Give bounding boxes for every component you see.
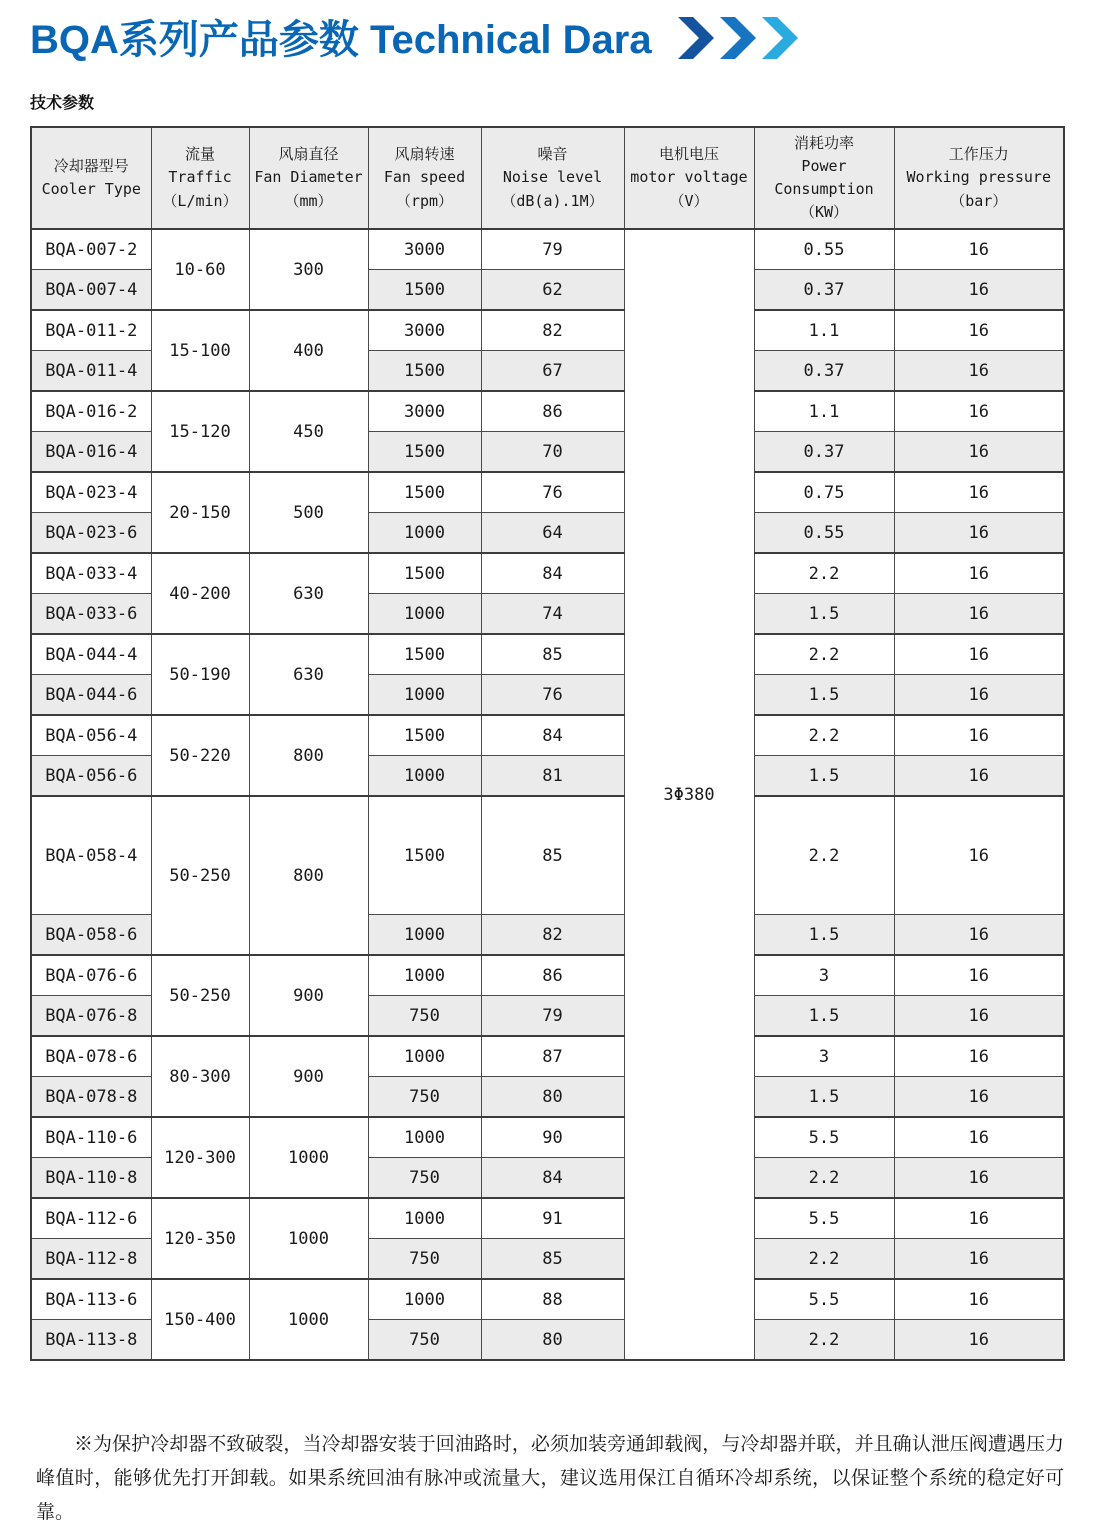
cell-power: 0.37	[754, 432, 894, 473]
header-cooler-type: 冷却器型号 Cooler Type	[31, 127, 151, 229]
cell-model: BQA-113-6	[31, 1279, 151, 1320]
cell-power: 5.5	[754, 1198, 894, 1239]
cell-fan-diameter: 900	[249, 955, 368, 1036]
cell-model: BQA-023-6	[31, 513, 151, 554]
table-row	[31, 310, 1064, 351]
cell-noise: 85	[481, 796, 624, 915]
cell-power: 0.55	[754, 229, 894, 270]
header-noise-level: 噪音 Noise level （dB(a).1M）	[481, 127, 624, 229]
cell-pressure: 16	[894, 1036, 1064, 1077]
cell-noise: 86	[481, 955, 624, 996]
cell-noise: 74	[481, 594, 624, 635]
cell-power: 0.75	[754, 472, 894, 513]
cell-power: 3	[754, 1036, 894, 1077]
table-row	[31, 1198, 1064, 1239]
cell-noise: 79	[481, 996, 624, 1037]
cell-noise: 79	[481, 229, 624, 270]
cell-model: BQA-016-4	[31, 432, 151, 473]
cell-traffic: 15-120	[151, 391, 249, 472]
cell-power: 2.2	[754, 553, 894, 594]
cell-power: 2.2	[754, 1320, 894, 1361]
cell-pressure: 16	[894, 310, 1064, 351]
cell-pressure: 16	[894, 513, 1064, 554]
table-row	[31, 1036, 1064, 1077]
header-motor-voltage: 电机电压 motor voltage （V）	[624, 127, 754, 229]
cell-pressure: 16	[894, 675, 1064, 716]
cell-fan-speed: 1000	[368, 955, 481, 996]
cell-fan-speed: 750	[368, 996, 481, 1037]
cell-model: BQA-110-8	[31, 1158, 151, 1199]
triple-chevron-icon	[678, 17, 806, 59]
cell-fan-speed: 1000	[368, 1036, 481, 1077]
cell-pressure: 16	[894, 1117, 1064, 1158]
cell-fan-speed: 750	[368, 1158, 481, 1199]
cell-power: 5.5	[754, 1279, 894, 1320]
cell-traffic: 40-200	[151, 553, 249, 634]
cell-pressure: 16	[894, 1077, 1064, 1118]
cell-fan-diameter: 400	[249, 310, 368, 391]
cell-traffic: 50-190	[151, 634, 249, 715]
cell-traffic: 10-60	[151, 229, 249, 310]
table-row	[31, 472, 1064, 513]
cell-model: BQA-044-6	[31, 675, 151, 716]
cell-model: BQA-033-6	[31, 594, 151, 635]
cell-model: BQA-044-4	[31, 634, 151, 675]
cell-pressure: 16	[894, 594, 1064, 635]
cell-pressure: 16	[894, 996, 1064, 1037]
cell-traffic: 15-100	[151, 310, 249, 391]
table-row	[31, 1117, 1064, 1158]
cell-noise: 84	[481, 1158, 624, 1199]
cell-noise: 85	[481, 1239, 624, 1280]
cell-power: 1.5	[754, 675, 894, 716]
cell-noise: 76	[481, 675, 624, 716]
cell-model: BQA-113-8	[31, 1320, 151, 1361]
cell-fan-speed: 1500	[368, 432, 481, 473]
cell-power: 1.5	[754, 996, 894, 1037]
cell-pressure: 16	[894, 915, 1064, 956]
cell-fan-speed: 750	[368, 1077, 481, 1118]
cell-model: BQA-016-2	[31, 391, 151, 432]
table-row	[31, 715, 1064, 756]
cell-traffic: 120-350	[151, 1198, 249, 1279]
header-traffic: 流量 Traffic （L/min）	[151, 127, 249, 229]
cell-model: BQA-023-4	[31, 472, 151, 513]
header-working-pressure: 工作压力 Working pressure （bar）	[894, 127, 1064, 229]
cell-fan-diameter: 450	[249, 391, 368, 472]
footnote: ※为保护冷却器不致破裂，当冷却器安装于回油路时，必须加装旁通卸载阀，与冷却器并联，并且确认泄压阀遭遇压力峰值时，能够优先打开卸载。如果系统回油有脉冲或流量大，建议选用保江自循环冷却系统，以保证整个系统的稳定好可靠。	[36, 1433, 1064, 1523]
cell-fan-speed: 1500	[368, 472, 481, 513]
header-fan-diameter: 风扇直径 Fan Diameter （mm）	[249, 127, 368, 229]
cell-fan-speed: 1000	[368, 1279, 481, 1320]
cell-pressure: 16	[894, 1279, 1064, 1320]
cell-model: BQA-007-2	[31, 229, 151, 270]
cell-traffic: 120-300	[151, 1117, 249, 1198]
cell-fan-diameter: 630	[249, 634, 368, 715]
cell-pressure: 16	[894, 756, 1064, 797]
cell-pressure: 16	[894, 432, 1064, 473]
cell-power: 1.1	[754, 391, 894, 432]
cell-power: 1.5	[754, 594, 894, 635]
table-row	[31, 955, 1064, 996]
cell-noise: 84	[481, 715, 624, 756]
cell-traffic: 80-300	[151, 1036, 249, 1117]
cell-pressure: 16	[894, 715, 1064, 756]
cell-power: 2.2	[754, 634, 894, 675]
cell-fan-speed: 1000	[368, 915, 481, 956]
cell-traffic: 50-220	[151, 715, 249, 796]
cell-fan-speed: 1500	[368, 553, 481, 594]
cell-model: BQA-056-6	[31, 756, 151, 797]
cell-pressure: 16	[894, 955, 1064, 996]
cell-fan-speed: 3000	[368, 229, 481, 270]
cell-pressure: 16	[894, 472, 1064, 513]
cell-power: 1.5	[754, 915, 894, 956]
cell-fan-diameter: 800	[249, 796, 368, 955]
header-power-consumption: 消耗功率 Power Consumption （KW）	[754, 127, 894, 229]
cell-noise: 82	[481, 915, 624, 956]
cell-noise: 67	[481, 351, 624, 392]
cell-traffic: 50-250	[151, 955, 249, 1036]
cell-pressure: 16	[894, 1158, 1064, 1199]
cell-motor-voltage: 3Φ380	[624, 229, 754, 1360]
cell-power: 1.5	[754, 1077, 894, 1118]
cell-model: BQA-110-6	[31, 1117, 151, 1158]
cell-model: BQA-058-6	[31, 915, 151, 956]
cell-pressure: 16	[894, 391, 1064, 432]
cell-fan-diameter: 900	[249, 1036, 368, 1117]
cell-fan-speed: 750	[368, 1320, 481, 1361]
cell-fan-diameter: 800	[249, 715, 368, 796]
cell-traffic: 150-400	[151, 1279, 249, 1360]
table-row	[31, 553, 1064, 594]
cell-model: BQA-011-2	[31, 310, 151, 351]
cell-model: BQA-011-4	[31, 351, 151, 392]
cell-power: 2.2	[754, 1158, 894, 1199]
cell-pressure: 16	[894, 796, 1064, 915]
cell-power: 1.1	[754, 310, 894, 351]
cell-model: BQA-078-8	[31, 1077, 151, 1118]
cell-fan-diameter: 300	[249, 229, 368, 310]
cell-pressure: 16	[894, 553, 1064, 594]
cell-noise: 86	[481, 391, 624, 432]
cell-fan-speed: 1000	[368, 1198, 481, 1239]
cell-model: BQA-076-6	[31, 955, 151, 996]
cell-power: 2.2	[754, 715, 894, 756]
cell-pressure: 16	[894, 229, 1064, 270]
cell-model: BQA-078-6	[31, 1036, 151, 1077]
cell-model: BQA-058-4	[31, 796, 151, 915]
cell-fan-speed: 1500	[368, 796, 481, 915]
cell-noise: 85	[481, 634, 624, 675]
cell-fan-speed: 1000	[368, 756, 481, 797]
cell-fan-speed: 750	[368, 1239, 481, 1280]
table-body	[31, 229, 1064, 1360]
page-title: BQA系列产品参数 Technical Dara	[30, 17, 652, 62]
cell-power: 2.2	[754, 1239, 894, 1280]
cell-fan-diameter: 630	[249, 553, 368, 634]
cell-traffic: 20-150	[151, 472, 249, 553]
cell-fan-speed: 1500	[368, 270, 481, 311]
technical-data-table	[30, 126, 1065, 1361]
cell-power: 0.37	[754, 351, 894, 392]
cell-fan-speed: 1500	[368, 351, 481, 392]
cell-noise: 76	[481, 472, 624, 513]
cell-power: 3	[754, 955, 894, 996]
table-row	[31, 796, 1064, 915]
cell-power: 0.37	[754, 270, 894, 311]
cell-fan-speed: 1500	[368, 715, 481, 756]
cell-fan-speed: 1000	[368, 594, 481, 635]
cell-pressure: 16	[894, 1320, 1064, 1361]
cell-model: BQA-112-6	[31, 1198, 151, 1239]
cell-model: BQA-033-4	[31, 553, 151, 594]
cell-noise: 62	[481, 270, 624, 311]
cell-pressure: 16	[894, 270, 1064, 311]
table-row	[31, 229, 1064, 270]
cell-noise: 90	[481, 1117, 624, 1158]
cell-noise: 80	[481, 1077, 624, 1118]
cell-power: 1.5	[754, 756, 894, 797]
cell-pressure: 16	[894, 634, 1064, 675]
cell-pressure: 16	[894, 1239, 1064, 1280]
cell-noise: 88	[481, 1279, 624, 1320]
cell-power: 5.5	[754, 1117, 894, 1158]
cell-fan-diameter: 1000	[249, 1198, 368, 1279]
cell-fan-speed: 1000	[368, 1117, 481, 1158]
cell-model: BQA-112-8	[31, 1239, 151, 1280]
cell-fan-speed: 1000	[368, 513, 481, 554]
cell-fan-diameter: 500	[249, 472, 368, 553]
section-label: 技术参数	[30, 93, 95, 112]
cell-fan-speed: 3000	[368, 310, 481, 351]
cell-pressure: 16	[894, 351, 1064, 392]
table-header	[31, 127, 1064, 229]
cell-noise: 91	[481, 1198, 624, 1239]
cell-noise: 70	[481, 432, 624, 473]
cell-fan-diameter: 1000	[249, 1117, 368, 1198]
cell-noise: 82	[481, 310, 624, 351]
table-row	[31, 391, 1064, 432]
table-row	[31, 634, 1064, 675]
table-row	[31, 1279, 1064, 1320]
header-fan-speed: 风扇转速 Fan speed （rpm）	[368, 127, 481, 229]
title-row	[30, 8, 1070, 64]
cell-power: 0.55	[754, 513, 894, 554]
cell-pressure: 16	[894, 1198, 1064, 1239]
cell-model: BQA-076-8	[31, 996, 151, 1037]
cell-fan-diameter: 1000	[249, 1279, 368, 1360]
cell-fan-speed: 1500	[368, 634, 481, 675]
cell-fan-speed: 1000	[368, 675, 481, 716]
cell-noise: 81	[481, 756, 624, 797]
cell-model: BQA-056-4	[31, 715, 151, 756]
cell-model: BQA-007-4	[31, 270, 151, 311]
cell-traffic: 50-250	[151, 796, 249, 955]
cell-power: 2.2	[754, 796, 894, 915]
cell-fan-speed: 3000	[368, 391, 481, 432]
cell-noise: 87	[481, 1036, 624, 1077]
cell-noise: 64	[481, 513, 624, 554]
cell-noise: 80	[481, 1320, 624, 1361]
cell-noise: 84	[481, 553, 624, 594]
